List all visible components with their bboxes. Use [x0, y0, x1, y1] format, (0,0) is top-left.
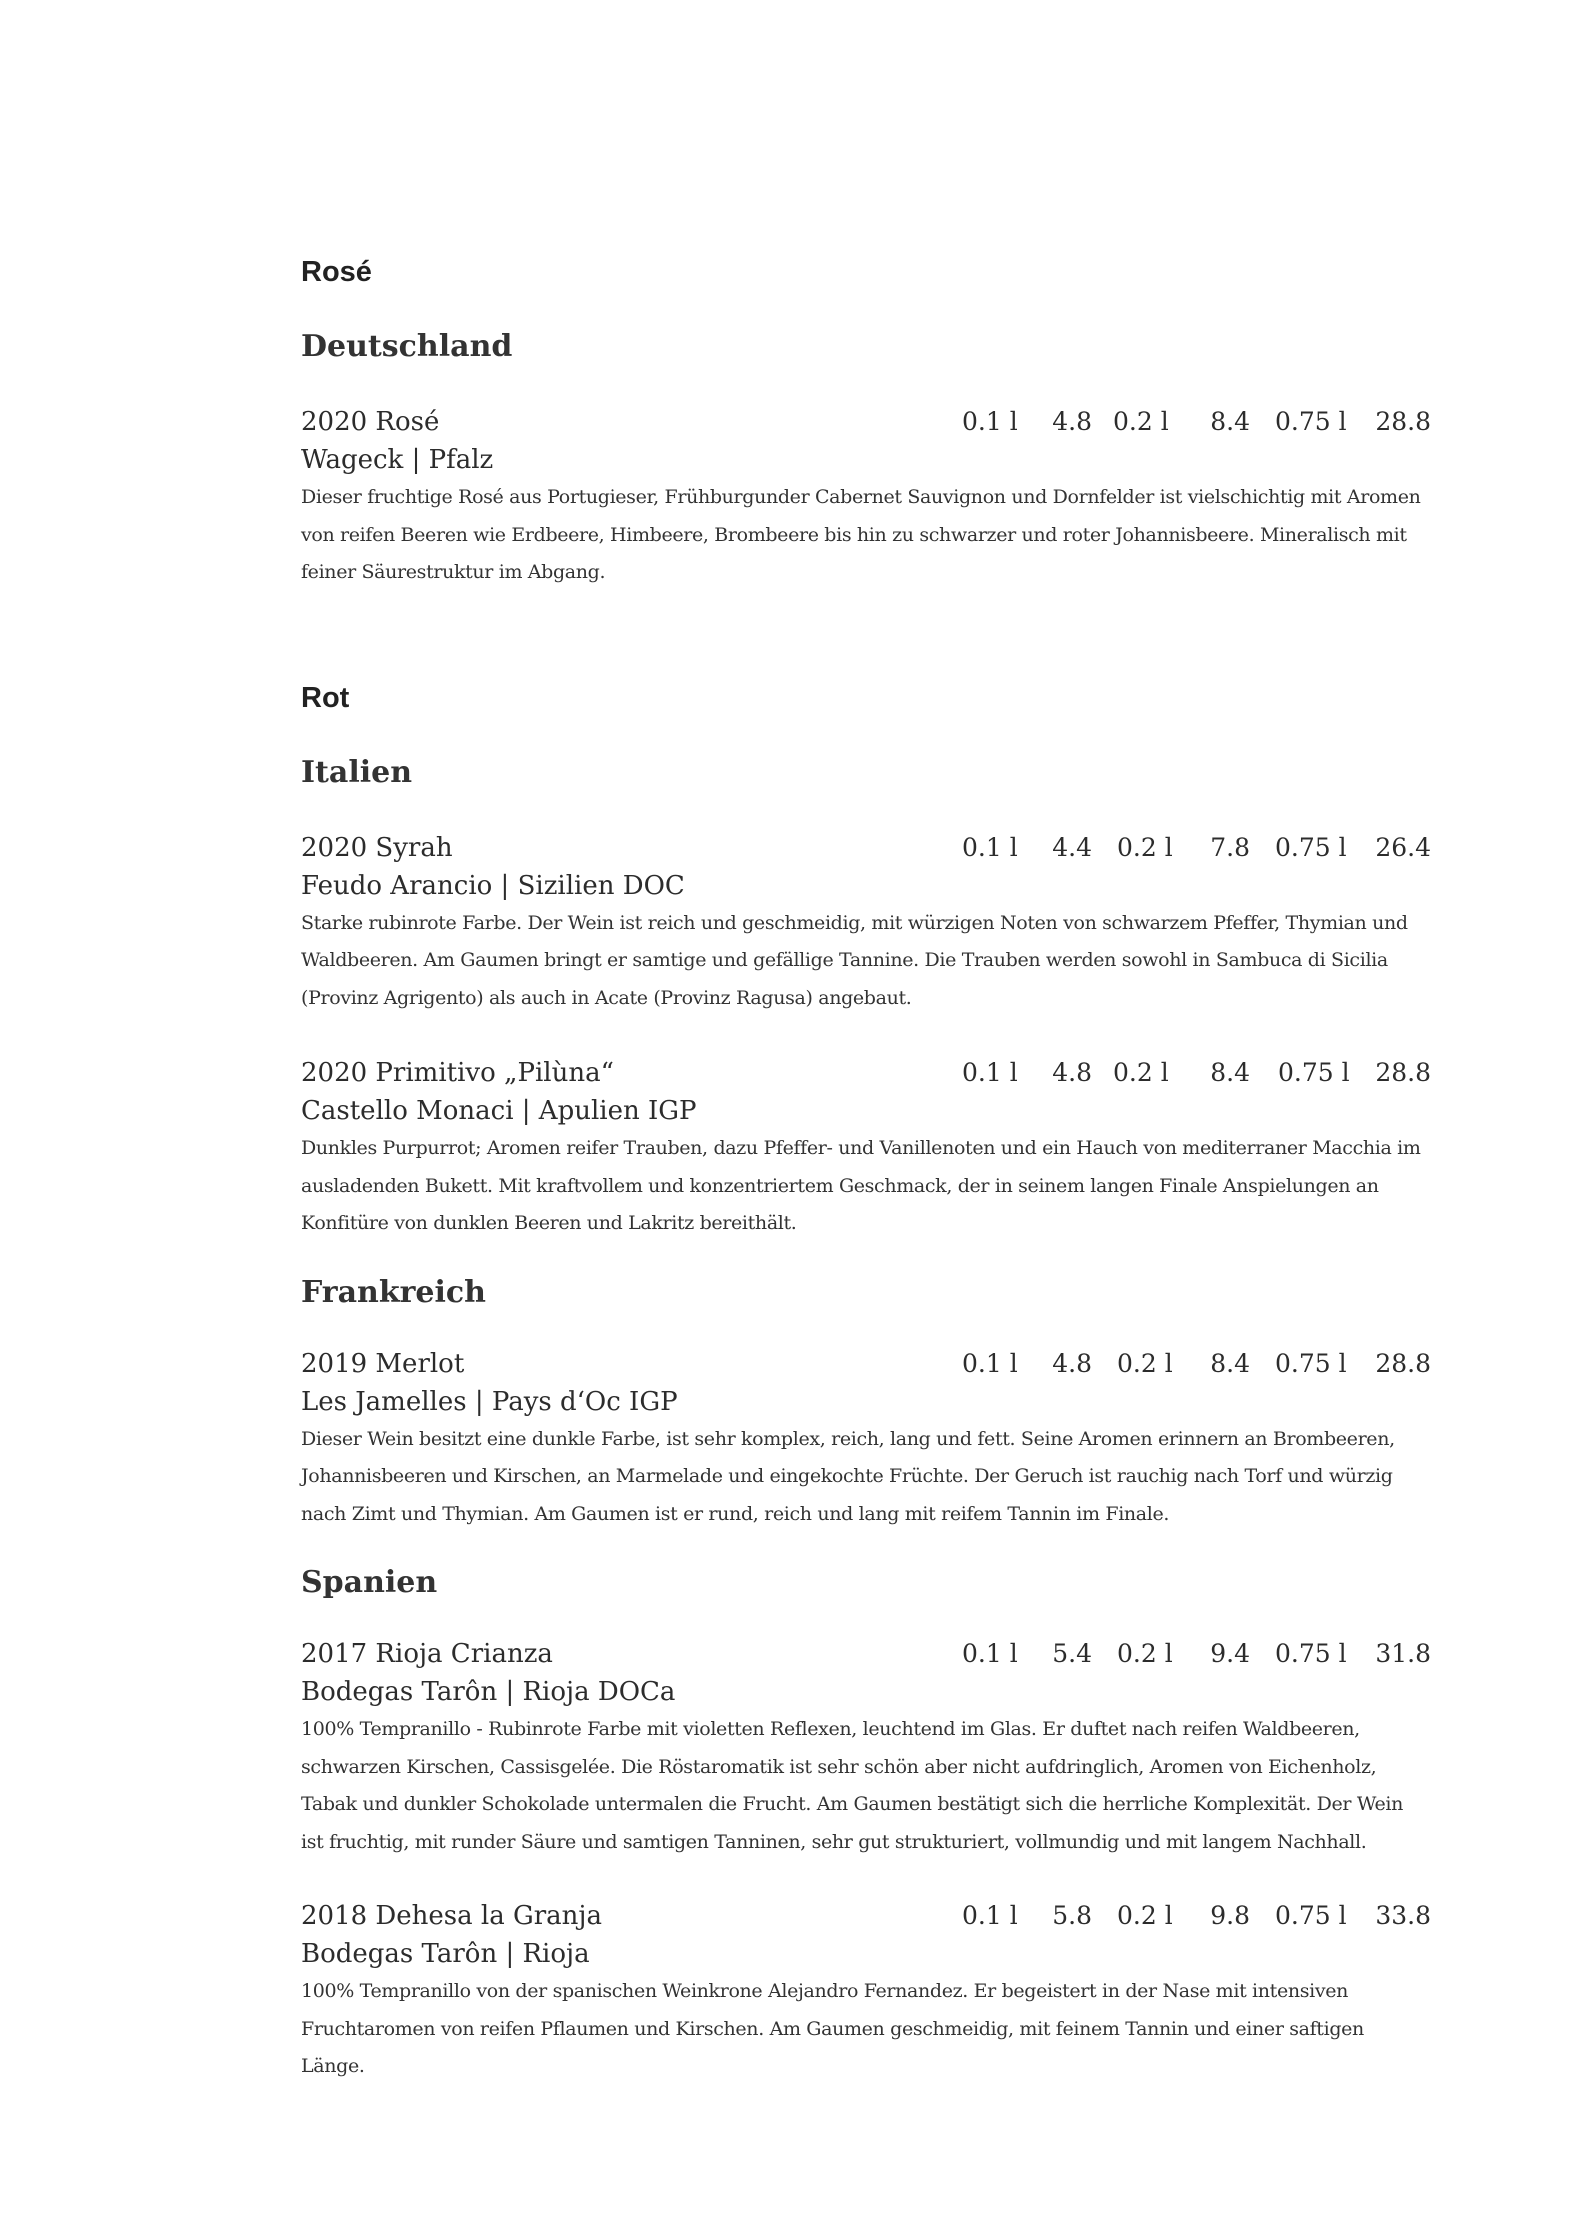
- wine-entry: [301, 829, 1431, 1018]
- wine-producer: Bodegas Tarôn | Rioja DOCa: [301, 1677, 676, 1707]
- size-label: 0.75 l: [1278, 1058, 1350, 1087]
- wine-description: Dieser Wein besitzt eine dunkle Farbe, ist sehr komplex, reich, lang und fett. Seine Aromen erinnern an Brombeeren, Johannisbeeren und Kirschen, an Marmelade und eingekochte Früchte. Der Geruch ist rauchig nach Torf und würzig nach Zimt und Thymian. Am Gaumen ist er rund, reich und lang mit reifem Tannin im Finale.: [301, 1427, 1395, 1525]
- region-heading: Spanien: [301, 1565, 438, 1600]
- wine-head: [301, 1635, 1431, 1673]
- price: 26.4: [1375, 832, 1431, 862]
- size-label: 0.75 l: [1275, 1639, 1347, 1668]
- wine-producer: Feudo Arancio | Sizilien DOC: [301, 870, 685, 901]
- wine-description: 100% Tempranillo von der spanischen Weinkrone Alejandro Fernandez. Er begeistert in der Nase mit intensiven Fruchtaromen von reifen Pflaumen und Kirschen. Am Gaumen geschmeidig, mit feinem Tannin und einer saftigen Länge.: [301, 1980, 1364, 2077]
- region-heading: Frankreich: [301, 1274, 486, 1310]
- price: 5.4: [1052, 1639, 1092, 1668]
- section-heading: Rot: [301, 681, 350, 714]
- price: 4.4: [1052, 832, 1092, 862]
- wine-description: 100% Tempranillo - Rubinrote Farbe mit violetten Reflexen, leuchtend im Glas. Er duftet nach reifen Waldbeeren, schwarzen Kirschen, Cassisgelée. Die Röstaromatik ist sehr schön aber nicht aufdringlich, Aromen von Eichenholz, Tabak und dunkler Schokolade untermalen die Frucht. Am Gaumen bestätigt sich die herrliche Komplexität. Der Wein ist fruchtig, mit runder Säure und samtigen Tanninen, sehr gut strukturiert, vollmundig und mit langem Nachhall.: [301, 1718, 1403, 1853]
- size-label: 0.2 l: [1113, 1058, 1169, 1087]
- wine-description: Dieser fruchtige Rosé aus Portugieser, Frühburgunder Cabernet Sauvignon und Dornfelder ist vielschichtig mit Aromen von reifen Beeren wie Erdbeere, Himbeere, Brombeere bis hin zu schwarzer und roter Johannisbeere. Mineralisch mit feiner Säurestruktur im Abgang.: [301, 486, 1421, 583]
- wine-name: 2019 Merlot: [301, 1348, 465, 1379]
- wine-head: [301, 1345, 1431, 1383]
- price: 4.8: [1052, 1058, 1092, 1087]
- size-label: 0.1 l: [962, 1901, 1018, 1930]
- size-label: 0.1 l: [962, 1058, 1018, 1087]
- wine-entry: [301, 1635, 1431, 1861]
- size-label: 0.1 l: [962, 832, 1018, 862]
- price: 28.8: [1375, 1058, 1431, 1087]
- section-heading: Rosé: [301, 256, 372, 288]
- wine-name: 2017 Rioja Crianza: [301, 1639, 553, 1669]
- price: 8.4: [1210, 1058, 1250, 1087]
- wine-description: Dunkles Purpurrot; Aromen reifer Trauben, dazu Pfeffer- und Vanillenoten und ein Hauch von mediterraner Macchia im ausladenden Bukett. Mit kraftvollem und konzentriertem Geschmack, der in seinem langen Finale Anspielungen an Konfitüre von dunklen Beeren und Lakritz bereithält.: [301, 1137, 1421, 1234]
- price: 7.8: [1210, 832, 1250, 862]
- wine-producer: Bodegas Tarôn | Rioja: [301, 1939, 590, 1969]
- price: 8.4: [1210, 1348, 1250, 1378]
- size-label: 0.2 l: [1113, 407, 1169, 436]
- size-label: 0.2 l: [1117, 1348, 1173, 1378]
- size-label: 0.1 l: [962, 407, 1018, 436]
- wine-menu-page: [301, 252, 1431, 2086]
- size-label: 0.1 l: [962, 1348, 1018, 1378]
- size-label: 0.75 l: [1275, 407, 1347, 436]
- wine-entry: [301, 1897, 1431, 2086]
- wine-entry: [301, 403, 1431, 592]
- wine-entry: [301, 1345, 1431, 1534]
- size-label: 0.75 l: [1275, 1348, 1347, 1378]
- wine-description: Starke rubinrote Farbe. Der Wein ist reich und geschmeidig, mit würzigen Noten von schwarzem Pfeffer, Thymian und Waldbeeren. Am Gaumen bringt er samtige und gefällige Tannine. Die Trauben werden sowohl in Sambuca di Sicilia (Provinz Agrigento) als auch in Acate (Provinz Ragusa) angebaut.: [301, 911, 1408, 1009]
- wine-name: 2018 Dehesa la Granja: [301, 1901, 602, 1931]
- section-rose: [301, 252, 1431, 592]
- price: 8.4: [1210, 407, 1250, 436]
- price: 33.8: [1375, 1901, 1431, 1930]
- price: 28.8: [1375, 1348, 1431, 1378]
- wine-producer: Les Jamelles | Pays d‘Oc IGP: [301, 1386, 678, 1417]
- wine-head: [301, 403, 1431, 441]
- wine-head: [301, 1897, 1431, 1935]
- size-label: 0.2 l: [1117, 832, 1173, 862]
- size-label: 0.75 l: [1275, 832, 1347, 862]
- wine-producer: Wageck | Pfalz: [301, 445, 494, 475]
- price: 28.8: [1375, 407, 1431, 436]
- price: 31.8: [1375, 1639, 1431, 1668]
- price: 9.4: [1210, 1639, 1250, 1668]
- wine-head: [301, 1054, 1431, 1092]
- price: 5.8: [1052, 1901, 1092, 1930]
- wine-name: 2020 Rosé: [301, 407, 440, 437]
- size-label: 0.2 l: [1117, 1639, 1173, 1668]
- size-label: 0.2 l: [1117, 1901, 1173, 1930]
- size-label: 0.1 l: [962, 1639, 1018, 1668]
- section-red: [301, 678, 1431, 2086]
- region-heading: Deutschland: [301, 329, 513, 364]
- wine-producer: Castello Monaci | Apulien IGP: [301, 1096, 697, 1126]
- wine-entry: [301, 1054, 1431, 1243]
- size-label: 0.75 l: [1275, 1901, 1347, 1930]
- wine-name: 2020 Primitivo „Pilùna“: [301, 1058, 614, 1088]
- wine-name: 2020 Syrah: [301, 832, 453, 863]
- region-heading: Italien: [301, 754, 413, 790]
- price: 9.8: [1210, 1901, 1250, 1930]
- price: 4.8: [1052, 407, 1092, 436]
- wine-head: [301, 829, 1431, 867]
- price: 4.8: [1052, 1348, 1092, 1378]
